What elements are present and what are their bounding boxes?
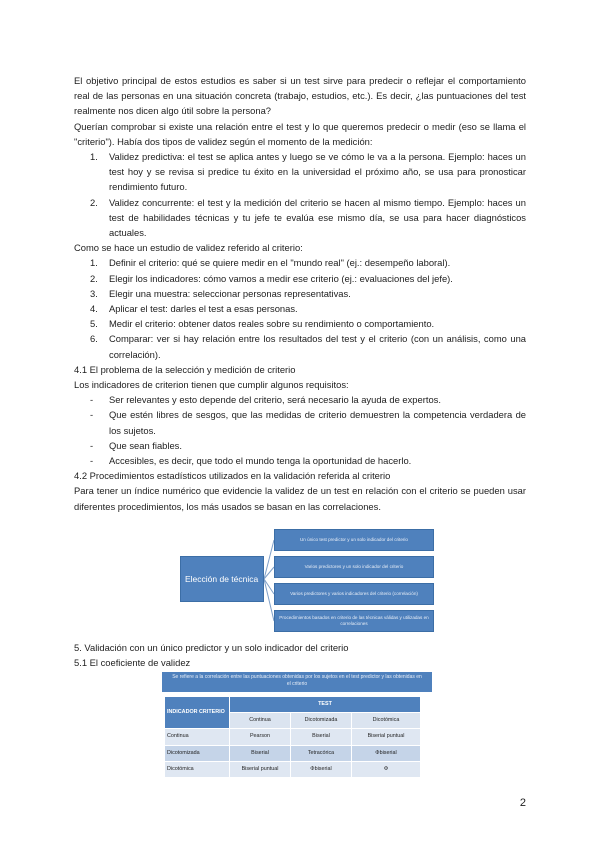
list-item: - Que estén libres de sesgos, que las medidas de criterio demuestren la competencia verdadera de los sujetos. [90, 409, 526, 436]
intro-paragraph-1: El objetivo principal de estos estudios es saber si un test sirve para predecir o reflejar el comportamiento real de las personas en una situación concreta (trabajo, estudios, etc.). Es decir, ¿las puntuaciones del test realmente nos dicen algo útil sobre la persona? [74, 75, 526, 117]
column-header: Dicotómica [352, 713, 421, 729]
list-item: 1. Definir el criterio: qué se quiere medir en el "mundo real" (ej.: desempeño laboral). [90, 257, 451, 269]
diagram-option-box: Varios predictores y varios indicadores del criterio (correlación) [274, 583, 434, 605]
table-row [165, 745, 421, 761]
heading-4-1: 4.1 El problema de la selección y medición de criterio [74, 363, 296, 375]
table-cell: Biserial [291, 729, 352, 745]
table-cell: Φ [352, 761, 421, 777]
requirements-intro: Los indicadores de criterion tienen que cumplir algunos requisitos: [74, 379, 349, 391]
diagram-option-box: Un único test predictor y un solo indicador del criterio [274, 529, 434, 551]
table-cell: Biserial [230, 745, 291, 761]
heading-5-1: 5.1 El coeficiente de validez [74, 657, 191, 669]
table-test-header: TEST [230, 697, 421, 713]
validity-coefficient-table [162, 672, 432, 772]
table-cell: Φbiserial [352, 745, 421, 761]
coefficient-table [164, 696, 421, 778]
diagram-option-box: Procedimientos basados en criterio de las técnicas válidas y utilizadas en correlaciones [274, 610, 434, 632]
list-item: 5. Medir el criterio: obtener datos reales sobre su rendimiento o comportamiento. [90, 318, 435, 330]
list-item: 2. Elegir los indicadores: cómo vamos a medir ese criterio (ej.: evaluaciones del jefe). [90, 272, 453, 284]
list-item: 6. Comparar: ver si hay relación entre los resultados del test y el criterio (con un análisis, como una correlación). [90, 333, 526, 360]
diagram-main-node: Elección de técnica [180, 556, 264, 602]
connector-line [264, 579, 274, 621]
list-item: - Que sean fiables. [90, 439, 182, 451]
list-item: 3. Elegir una muestra: seleccionar personas representativas. [90, 287, 351, 299]
row-label: Dicotomizada [165, 745, 230, 761]
technique-diagram [180, 529, 434, 634]
table-cell: Tetracórica [291, 745, 352, 761]
column-header: Dicotomizada [291, 713, 352, 729]
list-item: 1. Validez predictiva: el test se aplica antes y luego se ve cómo le va a la persona. Ejemplo: haces un test hoy y se revisa si predice tu éxito en la universidad el próximo año, se usa para pronosticar rendimiento futuro. [90, 151, 526, 193]
page-number: 2 [519, 797, 526, 809]
heading-5: 5. Validación con un único predictor y un solo indicador del criterio [74, 642, 349, 653]
column-header: Continua [230, 713, 291, 729]
section-5-headings [74, 640, 526, 670]
list-item: 2. Validez concurrente: el test y la medición del criterio se hacen al mismo tiempo. Ejemplo: haces un test de habilidades técnicas y tu jefe te evalúa ese mismo día, se usa para hacer diagnósticos actuales. [90, 196, 526, 239]
list-item: 4. Aplicar el test: darles el test a esas personas. [90, 303, 298, 315]
table-corner-header: INDICADOR CRITERIO [165, 697, 230, 729]
requirements-list [74, 392, 526, 468]
table-cell: Pearson [230, 729, 291, 745]
row-label: Continua [165, 729, 230, 745]
table-cell: Biserial puntual [352, 729, 421, 745]
list-item: - Ser relevantes y esto depende del criterio, será necesario la ayuda de expertos. [90, 394, 441, 406]
heading-4-2: 4.2 Procedimientos estadísticos utilizados en la validación referida al criterio [74, 470, 391, 482]
table-row [165, 729, 421, 745]
paragraph-4-2: Para tener un índice numérico que evidencie la validez de un test en relación con el criterio se pueden usar diferentes procedimientos, los más usados se basan en las correlaciones. [74, 485, 526, 512]
diagram-option-box: Varios predictores y un solo indicador del criterio [274, 556, 434, 578]
validity-types-list [74, 149, 526, 240]
steps-list [74, 255, 526, 361]
table-cell: Biserial puntual [230, 761, 291, 777]
row-label: Dicotómica [165, 761, 230, 777]
document-page [74, 73, 526, 514]
steps-intro: Como se hace un estudio de validez referido al criterio: [74, 242, 303, 254]
table-row [165, 761, 421, 777]
intro-paragraph-2: Querían comprobar si existe una relación entre el test y lo que queremos predecir o medir (eso se llama el "criterio"). Había dos tipos de validez según el momento de la medición: [74, 120, 526, 147]
table-title: Se refiere a la correlación entre las puntuaciones obtenidas por los sujetos en el test predictor y las obtenidas en el criterio [162, 672, 432, 692]
list-item: - Accesibles, es decir, que todo el mundo tenga la oportunidad de hacerlo. [90, 455, 412, 467]
table-cell: Φbiserial [291, 761, 352, 777]
